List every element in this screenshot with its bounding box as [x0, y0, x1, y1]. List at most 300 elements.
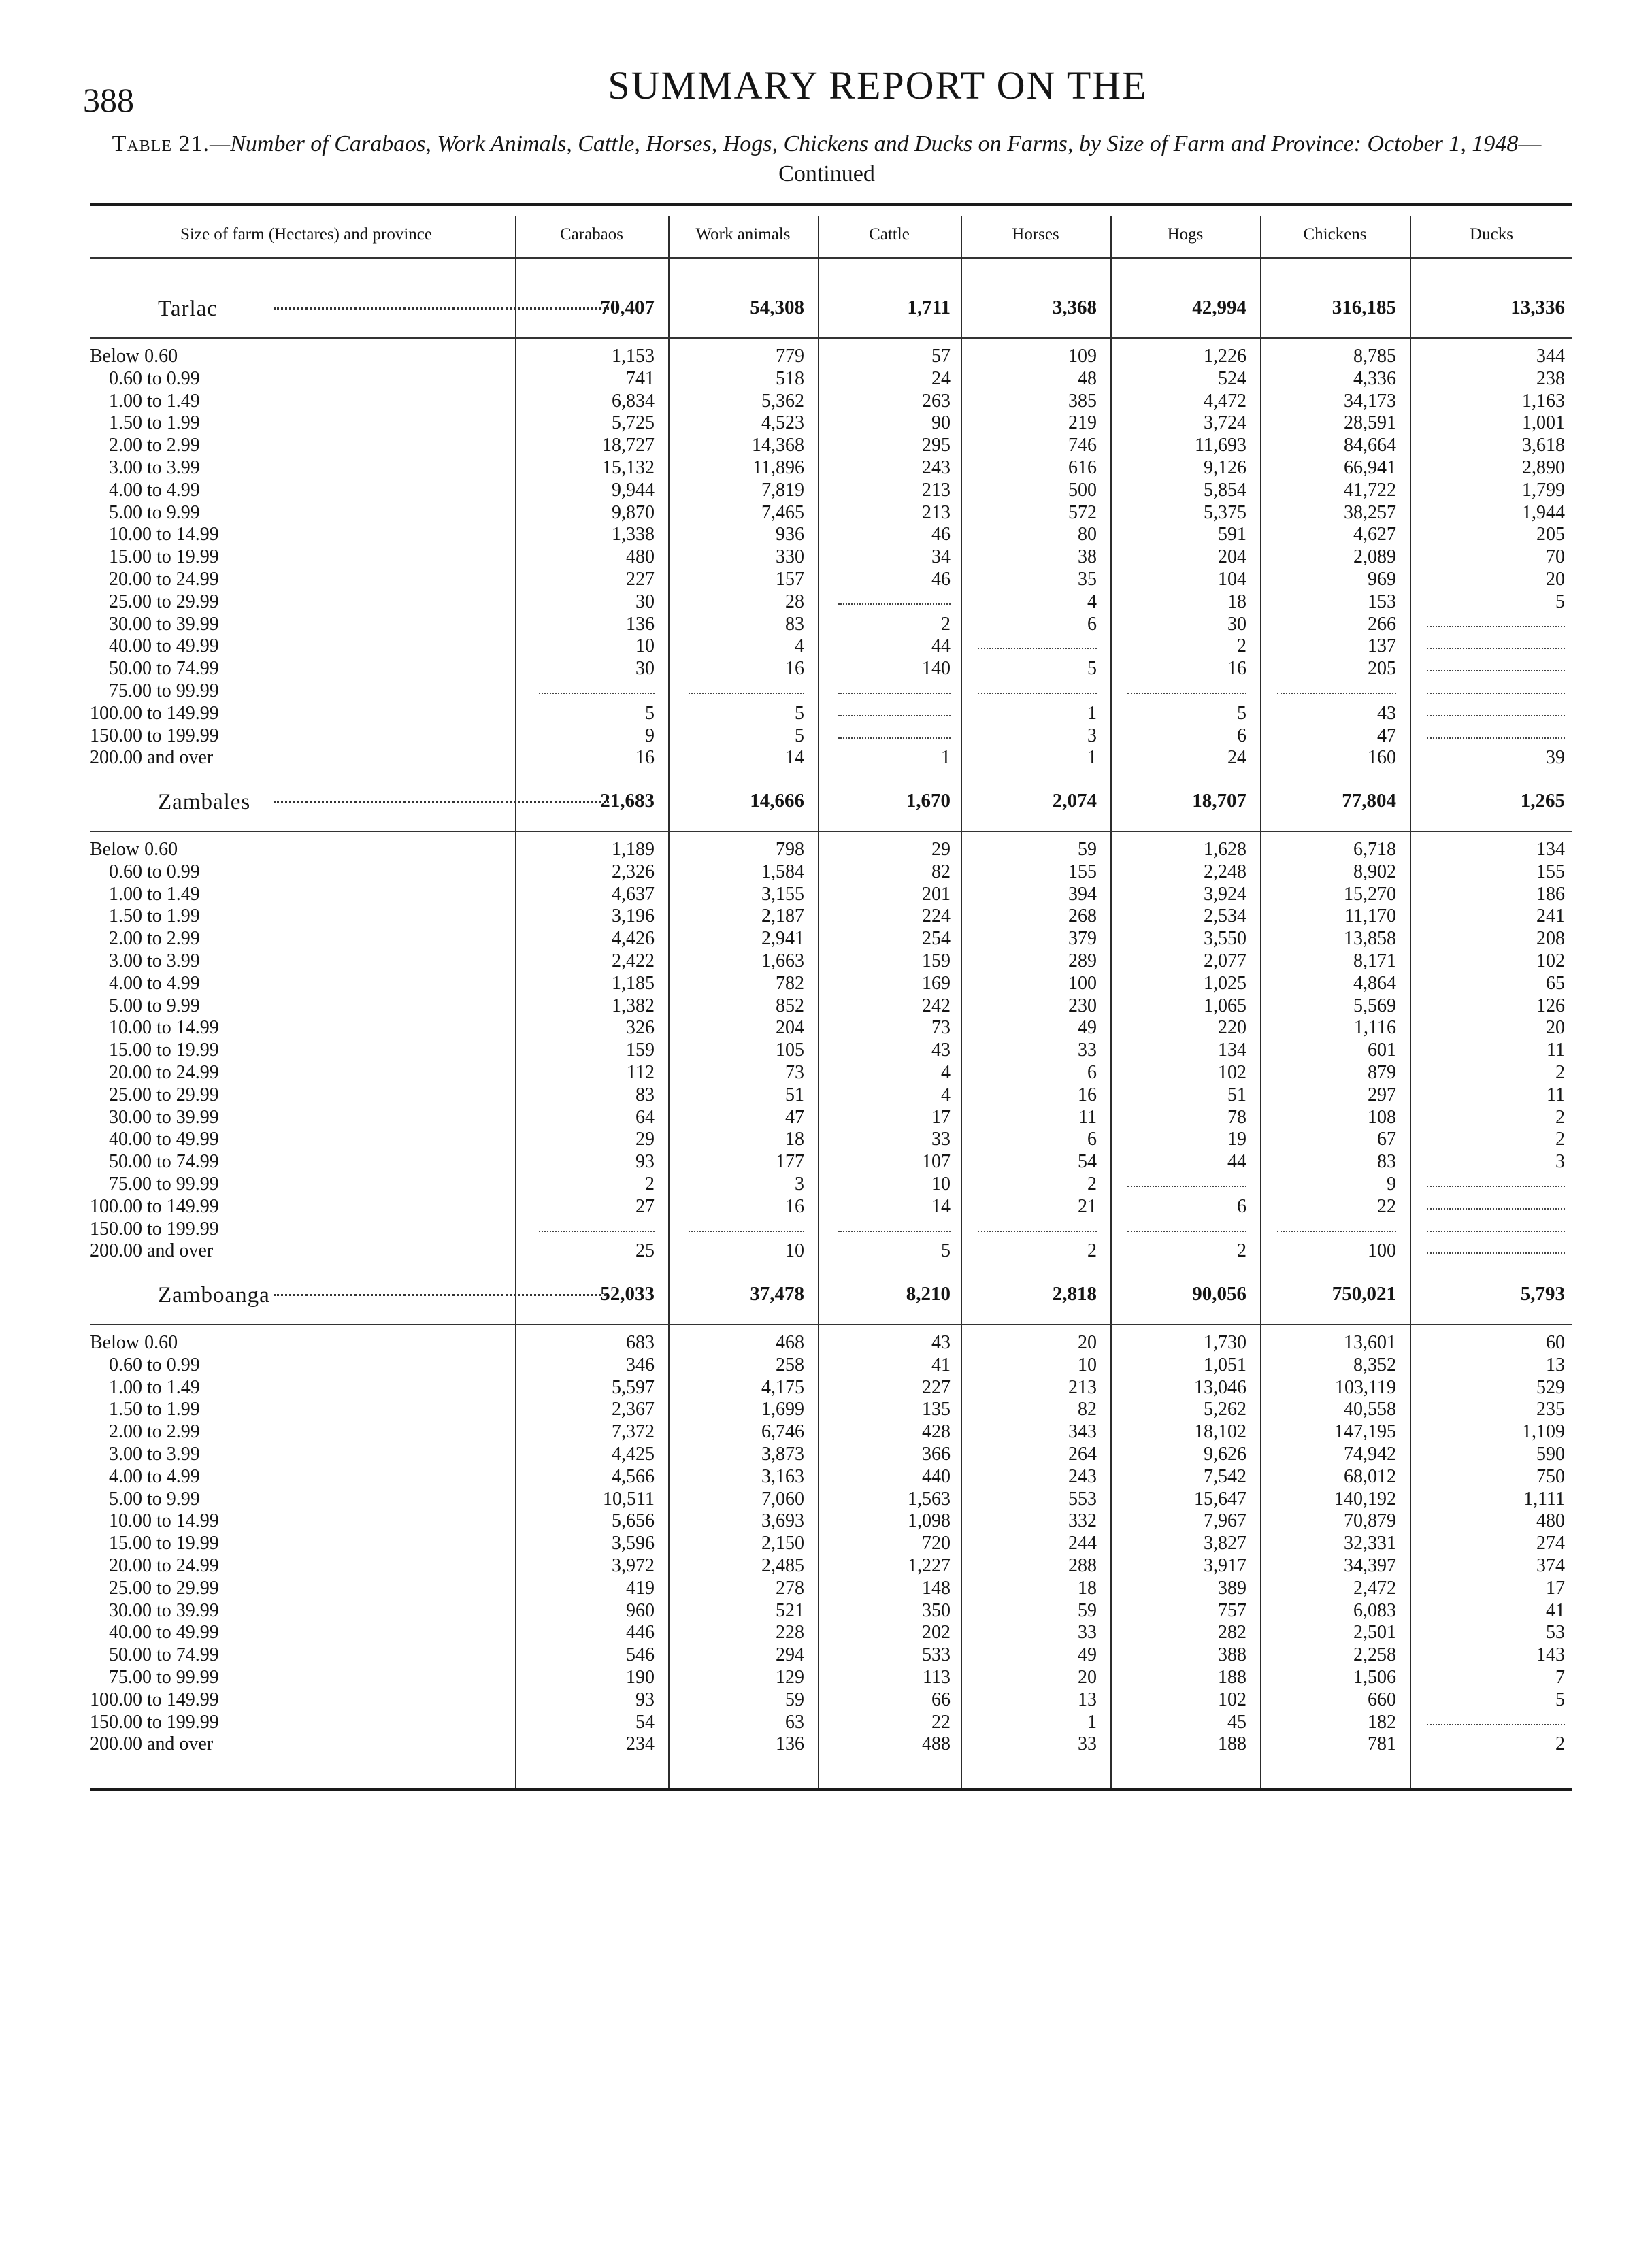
- cell-cattle: 428: [922, 1421, 951, 1443]
- cell-work-animals: 129: [776, 1666, 804, 1688]
- size-class-text: 3.00 to 3.99: [109, 457, 203, 478]
- size-class-text: 100.00 to 149.99: [90, 1196, 222, 1217]
- cell-ducks: 11: [1547, 1084, 1565, 1105]
- cell-horses: 21: [1078, 1195, 1097, 1217]
- cell-hogs: 3,724: [1204, 412, 1246, 434]
- size-class-text: 10.00 to 14.99: [109, 1510, 222, 1531]
- cell-cattle: 107: [922, 1151, 951, 1173]
- cell-ducks: 2: [1555, 1061, 1565, 1083]
- size-class-label: [90, 1218, 512, 1241]
- cell-cattle: 488: [922, 1733, 951, 1755]
- cell-work-animals: 47: [785, 1106, 804, 1128]
- cell-hogs: 2,077: [1204, 950, 1246, 971]
- cell-carabaos: 83: [635, 1084, 655, 1105]
- size-class-text: 25.00 to 29.99: [109, 1578, 222, 1599]
- cell-carabaos: 15,132: [602, 456, 655, 478]
- col-header-work-animals: Work animals: [695, 225, 791, 244]
- size-class-label: [90, 502, 512, 525]
- cell-carabaos: 2: [645, 1173, 655, 1195]
- cell-ducks: 241: [1536, 905, 1565, 927]
- empty-cell-carabaos: [539, 693, 655, 694]
- size-class-text: 150.00 to 199.99: [90, 1712, 222, 1733]
- cell-hogs: 134: [1218, 1040, 1246, 1061]
- cell-work-animals: 136: [776, 1733, 804, 1755]
- cell-cattle: 201: [922, 883, 951, 905]
- cell-work-animals: 177: [776, 1151, 804, 1173]
- size-class-label: [90, 1084, 512, 1107]
- cell-carabaos: 5: [645, 702, 655, 724]
- cell-ducks: 480: [1536, 1510, 1565, 1532]
- cell-chickens: 13,858: [1344, 928, 1396, 950]
- cell-cattle: 24: [931, 367, 951, 389]
- cell-ducks: 590: [1536, 1443, 1565, 1465]
- cell-work-animals: 3: [795, 1173, 804, 1195]
- cell-chickens: 34,397: [1344, 1554, 1396, 1576]
- cell-hogs: 9,126: [1204, 456, 1246, 478]
- table-row: [90, 680, 1572, 703]
- cell-chickens: 41,722: [1344, 479, 1396, 501]
- cell-ducks: 3: [1555, 1151, 1565, 1173]
- empty-cell-hogs: [1127, 693, 1246, 694]
- cell-ducks: 1,799: [1522, 479, 1565, 501]
- cell-chickens: 266: [1368, 613, 1396, 635]
- leader-dots: [274, 801, 609, 803]
- empty-cell-chickens: [1277, 693, 1396, 694]
- cell-ducks: 235: [1536, 1399, 1565, 1420]
- cell-chickens: 28,591: [1344, 412, 1396, 434]
- size-class-label: [90, 1533, 512, 1555]
- total-horses: 2,818: [1052, 1283, 1097, 1305]
- cell-ducks: 1,163: [1522, 390, 1565, 412]
- size-class-text: 15.00 to 19.99: [109, 1040, 222, 1061]
- empty-cell-chickens: [1277, 1231, 1396, 1232]
- table-row: [90, 658, 1572, 680]
- cell-horses: 13: [1078, 1689, 1097, 1710]
- cell-horses: 379: [1068, 928, 1097, 950]
- cell-work-animals: 6,746: [761, 1421, 804, 1443]
- size-class-label: [90, 658, 512, 680]
- cell-hogs: 44: [1227, 1151, 1246, 1173]
- table-row: [90, 1444, 1572, 1466]
- cell-horses: 155: [1068, 861, 1097, 882]
- cell-carabaos: 9,944: [612, 479, 655, 501]
- section-rule: [90, 831, 1572, 832]
- cell-chickens: 22: [1377, 1195, 1396, 1217]
- cell-cattle: 46: [931, 568, 951, 590]
- cell-carabaos: 10,511: [603, 1488, 655, 1510]
- size-class-text: 150.00 to 199.99: [90, 725, 222, 746]
- cell-ducks: 205: [1536, 524, 1565, 546]
- cell-chickens: 68,012: [1344, 1465, 1396, 1487]
- cell-cattle: 224: [922, 905, 951, 927]
- cell-chickens: 4,336: [1353, 367, 1396, 389]
- empty-cell-ducks: [1427, 648, 1565, 649]
- cell-chickens: 781: [1368, 1733, 1396, 1755]
- cell-carabaos: 1,338: [612, 524, 655, 546]
- cell-work-animals: 1,699: [761, 1399, 804, 1420]
- cell-hogs: 3,917: [1204, 1554, 1246, 1576]
- cell-ducks: 750: [1536, 1465, 1565, 1487]
- cell-chickens: 38,257: [1344, 501, 1396, 523]
- cell-hogs: 2: [1237, 1240, 1246, 1262]
- cell-hogs: 18,102: [1194, 1421, 1246, 1443]
- cell-hogs: 104: [1218, 568, 1246, 590]
- size-class-label: [90, 635, 512, 658]
- cell-chickens: 182: [1368, 1711, 1396, 1733]
- cell-hogs: 389: [1218, 1577, 1246, 1599]
- size-class-label: [90, 435, 512, 457]
- cell-work-animals: 83: [785, 613, 804, 635]
- size-class-label: [90, 1332, 512, 1354]
- cell-ducks: 186: [1536, 883, 1565, 905]
- table-row: [90, 1644, 1572, 1667]
- cell-ducks: 17: [1546, 1577, 1565, 1599]
- col-header-hogs: Hogs: [1167, 225, 1204, 244]
- cell-hogs: 13,046: [1194, 1376, 1246, 1398]
- cell-horses: 343: [1068, 1421, 1097, 1443]
- caption-dash: —: [210, 131, 231, 156]
- cell-work-animals: 5: [795, 725, 804, 746]
- cell-work-animals: 852: [776, 995, 804, 1016]
- size-class-text: 5.00 to 9.99: [109, 1489, 203, 1510]
- total-chickens: 750,021: [1332, 1283, 1396, 1305]
- cell-work-animals: 278: [776, 1577, 804, 1599]
- cell-cattle: 44: [931, 635, 951, 657]
- report-title: SUMMARY REPORT ON THE: [608, 63, 1148, 107]
- table-row: [90, 928, 1572, 950]
- cell-chickens: 205: [1368, 658, 1396, 680]
- size-class-label: [90, 1733, 512, 1756]
- cell-carabaos: 1,185: [612, 972, 655, 994]
- table-row: [90, 390, 1572, 413]
- cell-work-animals: 3,693: [761, 1510, 804, 1532]
- cell-work-animals: 157: [776, 568, 804, 590]
- cell-cattle: 34: [931, 546, 951, 568]
- cell-ducks: 2: [1555, 1129, 1565, 1150]
- cell-cattle: 213: [922, 479, 951, 501]
- size-class-text: 0.60 to 0.99: [109, 368, 203, 389]
- cell-work-animals: 294: [776, 1644, 804, 1666]
- size-class-label: [90, 861, 512, 884]
- cell-chickens: 8,902: [1353, 861, 1396, 882]
- size-class-label: [90, 1466, 512, 1489]
- empty-cell-ducks: [1427, 670, 1565, 671]
- cell-carabaos: 2,367: [612, 1399, 655, 1420]
- cell-carabaos: 6,834: [612, 390, 655, 412]
- size-class-label: [90, 1578, 512, 1600]
- cell-cattle: 57: [931, 346, 951, 367]
- cell-carabaos: 9: [645, 725, 655, 746]
- table-row: [90, 1466, 1572, 1489]
- table-row: [90, 1218, 1572, 1241]
- table-row: [90, 1196, 1572, 1218]
- cell-horses: 746: [1068, 435, 1097, 456]
- size-class-label: [90, 1712, 512, 1734]
- cell-work-animals: 3,155: [761, 883, 804, 905]
- cell-horses: 2: [1087, 1240, 1097, 1262]
- empty-cell-ducks: [1427, 693, 1565, 694]
- cell-hogs: 188: [1218, 1666, 1246, 1688]
- total-horses: 2,074: [1052, 790, 1097, 812]
- cell-horses: 243: [1068, 1465, 1097, 1487]
- cell-cattle: 295: [922, 435, 951, 456]
- cell-hogs: 188: [1218, 1733, 1246, 1755]
- cell-work-animals: 779: [776, 346, 804, 367]
- stub-header: Size of farm (Hectares) and province: [180, 225, 432, 244]
- cell-cattle: 169: [922, 972, 951, 994]
- cell-hogs: 9,626: [1204, 1443, 1246, 1465]
- cell-carabaos: 419: [626, 1577, 655, 1599]
- province-name: Zamboanga: [158, 1283, 270, 1308]
- size-class-label: [90, 1622, 512, 1644]
- cell-horses: 18: [1078, 1577, 1097, 1599]
- size-class-text: 0.60 to 0.99: [109, 1354, 203, 1376]
- empty-cell-cattle: [838, 693, 951, 694]
- cell-cattle: 263: [922, 390, 951, 412]
- cell-carabaos: 4,425: [612, 1443, 655, 1465]
- size-class-label: [90, 1151, 512, 1174]
- size-class-text: 1.00 to 1.49: [109, 1377, 203, 1398]
- cell-chickens: 34,173: [1344, 390, 1396, 412]
- size-class-label: [90, 884, 512, 906]
- size-class-text: 75.00 to 99.99: [109, 680, 222, 701]
- cell-chickens: 9: [1387, 1173, 1396, 1195]
- cell-hogs: 3,924: [1204, 883, 1246, 905]
- cell-cattle: 254: [922, 928, 951, 950]
- cell-cattle: 1,227: [908, 1554, 951, 1576]
- cell-cattle: 243: [922, 456, 951, 478]
- total-horses: 3,368: [1052, 297, 1097, 318]
- size-class-text: Below 0.60: [90, 1332, 180, 1353]
- cell-hogs: 1,730: [1204, 1332, 1246, 1353]
- empty-cell-cattle: [838, 1231, 951, 1232]
- table-row: [90, 1489, 1572, 1511]
- cell-ducks: 2: [1555, 1733, 1565, 1755]
- cell-carabaos: 64: [635, 1106, 655, 1128]
- cell-horses: 10: [1078, 1354, 1097, 1376]
- cell-hogs: 102: [1218, 1061, 1246, 1083]
- cell-carabaos: 960: [626, 1599, 655, 1621]
- province-total-row: [90, 291, 1572, 332]
- cell-hogs: 1,226: [1204, 346, 1246, 367]
- cell-ducks: 39: [1546, 747, 1565, 769]
- size-class-text: 25.00 to 29.99: [109, 1084, 222, 1105]
- size-class-label: [90, 1174, 512, 1196]
- empty-cell-ducks: [1427, 715, 1565, 716]
- cell-horses: 54: [1078, 1151, 1097, 1173]
- table-caption: [88, 129, 1565, 189]
- cell-chickens: 153: [1368, 591, 1396, 612]
- cell-carabaos: 4,426: [612, 928, 655, 950]
- size-class-label: [90, 839, 512, 861]
- cell-cattle: 29: [931, 839, 951, 860]
- size-class-label: [90, 524, 512, 546]
- total-work-animals: 37,478: [750, 1283, 804, 1305]
- size-class-label: [90, 1555, 512, 1578]
- cell-work-animals: 518: [776, 367, 804, 389]
- table-row: [90, 1062, 1572, 1084]
- header-underline: [90, 257, 1572, 259]
- cell-work-animals: 105: [776, 1040, 804, 1061]
- cell-chickens: 70,879: [1344, 1510, 1396, 1532]
- cell-work-animals: 4: [795, 635, 804, 657]
- col-header-carabaos: Carabaos: [559, 225, 624, 244]
- section-rule: [90, 1324, 1572, 1325]
- cell-horses: 288: [1068, 1554, 1097, 1576]
- cell-horses: 5: [1087, 658, 1097, 680]
- size-class-text: 50.00 to 74.99: [109, 1644, 222, 1665]
- cell-chickens: 40,558: [1344, 1399, 1396, 1420]
- size-class-text: 2.00 to 2.99: [109, 1421, 203, 1442]
- cell-ducks: 20: [1546, 1017, 1565, 1039]
- cell-carabaos: 3,596: [612, 1533, 655, 1554]
- table-row: [90, 1129, 1572, 1151]
- table-row: [90, 1600, 1572, 1623]
- total-carabaos: 70,407: [600, 297, 655, 318]
- cell-chickens: 32,331: [1344, 1533, 1396, 1554]
- cell-ducks: 13: [1546, 1354, 1565, 1376]
- cell-work-animals: 798: [776, 839, 804, 860]
- cell-ducks: 208: [1536, 928, 1565, 950]
- cell-horses: 59: [1078, 1599, 1097, 1621]
- cell-carabaos: 446: [626, 1622, 655, 1644]
- section-tarlac: [90, 291, 1572, 769]
- cell-ducks: 529: [1536, 1376, 1565, 1398]
- size-class-text: Below 0.60: [90, 346, 180, 367]
- cell-horses: 2: [1087, 1173, 1097, 1195]
- cell-ducks: 155: [1536, 861, 1565, 882]
- cell-work-animals: 28: [785, 591, 804, 612]
- cell-work-animals: 2,485: [761, 1554, 804, 1576]
- cell-carabaos: 546: [626, 1644, 655, 1666]
- cell-chickens: 74,942: [1344, 1443, 1396, 1465]
- size-class-label: [90, 569, 512, 591]
- table-row: [90, 1578, 1572, 1600]
- cell-horses: 82: [1078, 1399, 1097, 1420]
- size-class-label: [90, 346, 512, 368]
- cell-hogs: 5,375: [1204, 501, 1246, 523]
- size-class-label: [90, 614, 512, 636]
- empty-cell-carabaos: [539, 1231, 655, 1232]
- cell-hogs: 3,550: [1204, 928, 1246, 950]
- table-row: [90, 1555, 1572, 1578]
- table-row: [90, 1017, 1572, 1040]
- size-class-text: 40.00 to 49.99: [109, 1622, 222, 1643]
- cell-cattle: 148: [922, 1577, 951, 1599]
- total-ducks: 1,265: [1520, 790, 1565, 812]
- cell-ducks: 143: [1536, 1644, 1565, 1666]
- size-class-label: [90, 1510, 512, 1533]
- cell-carabaos: 27: [635, 1195, 655, 1217]
- cell-cattle: 366: [922, 1443, 951, 1465]
- total-cattle: 1,711: [907, 297, 951, 318]
- cell-carabaos: 190: [626, 1666, 655, 1688]
- cell-chickens: 108: [1368, 1106, 1396, 1128]
- cell-hogs: 2,248: [1204, 861, 1246, 882]
- province-name: Zambales: [158, 790, 251, 814]
- cell-work-animals: 63: [785, 1711, 804, 1733]
- size-class-text: 30.00 to 39.99: [109, 1600, 222, 1621]
- cell-horses: 500: [1068, 479, 1097, 501]
- table-row: [90, 368, 1572, 390]
- cell-horses: 244: [1068, 1533, 1097, 1554]
- cell-hogs: 24: [1227, 747, 1246, 769]
- size-class-text: 1.00 to 1.49: [109, 390, 203, 412]
- cell-chickens: 2,258: [1353, 1644, 1396, 1666]
- table-row: [90, 1733, 1572, 1756]
- table-row: [90, 412, 1572, 435]
- cell-hogs: 220: [1218, 1017, 1246, 1039]
- cell-chickens: 67: [1377, 1129, 1396, 1150]
- table-row: [90, 861, 1572, 884]
- cell-chickens: 66,941: [1344, 456, 1396, 478]
- cell-hogs: 524: [1218, 367, 1246, 389]
- cell-horses: 100: [1068, 972, 1097, 994]
- size-class-label: [90, 1444, 512, 1466]
- table-row: [90, 524, 1572, 546]
- cell-work-animals: 1,663: [761, 950, 804, 971]
- size-class-text: 40.00 to 49.99: [109, 635, 222, 656]
- leader-dots: [274, 307, 609, 310]
- col-header-cattle: Cattle: [869, 225, 910, 244]
- empty-cell-ducks: [1427, 1208, 1565, 1210]
- cell-cattle: 2: [941, 613, 951, 635]
- province-total-row: [90, 1278, 1572, 1318]
- empty-cell-hogs: [1127, 1186, 1246, 1187]
- cell-ducks: 20: [1546, 568, 1565, 590]
- cell-cattle: 10: [931, 1173, 951, 1195]
- table-row: [90, 950, 1572, 973]
- cell-ducks: 274: [1536, 1533, 1565, 1554]
- col-header-horses: Horses: [1012, 225, 1059, 244]
- size-class-label: [90, 1689, 512, 1712]
- size-class-label: [90, 995, 512, 1018]
- cell-chickens: 11,170: [1344, 905, 1396, 927]
- section-zamboanga: [90, 1278, 1572, 1756]
- cell-work-animals: 204: [776, 1017, 804, 1039]
- cell-ducks: 2,890: [1522, 456, 1565, 478]
- size-class-label: [90, 973, 512, 995]
- total-carabaos: 21,683: [600, 790, 655, 812]
- total-ducks: 13,336: [1510, 297, 1565, 318]
- size-class-label: [90, 412, 512, 435]
- cell-chickens: 297: [1368, 1084, 1396, 1105]
- cell-horses: 394: [1068, 883, 1097, 905]
- cell-work-animals: 2,187: [761, 905, 804, 927]
- cell-chickens: 2,501: [1353, 1622, 1396, 1644]
- size-class-text: 200.00 and over: [90, 1733, 216, 1755]
- empty-cell-ducks: [1427, 1724, 1565, 1725]
- cell-carabaos: 4,566: [612, 1465, 655, 1487]
- cell-ducks: 134: [1536, 839, 1565, 860]
- cell-cattle: 1: [941, 747, 951, 769]
- size-class-label: [90, 1107, 512, 1129]
- leader-dots: [274, 1294, 609, 1296]
- size-class-text: 1.50 to 1.99: [109, 1399, 203, 1420]
- table-row: [90, 635, 1572, 658]
- size-class-text: 100.00 to 149.99: [90, 703, 222, 724]
- size-class-text: 100.00 to 149.99: [90, 1689, 222, 1710]
- cell-work-animals: 228: [776, 1622, 804, 1644]
- table-row: [90, 502, 1572, 525]
- cell-chickens: 4,627: [1353, 524, 1396, 546]
- cell-chickens: 103,119: [1335, 1376, 1396, 1398]
- size-class-label: [90, 480, 512, 502]
- cell-hogs: 16: [1227, 658, 1246, 680]
- page-number: 388: [83, 81, 134, 119]
- table-row: [90, 591, 1572, 614]
- section-zambales: [90, 784, 1572, 1263]
